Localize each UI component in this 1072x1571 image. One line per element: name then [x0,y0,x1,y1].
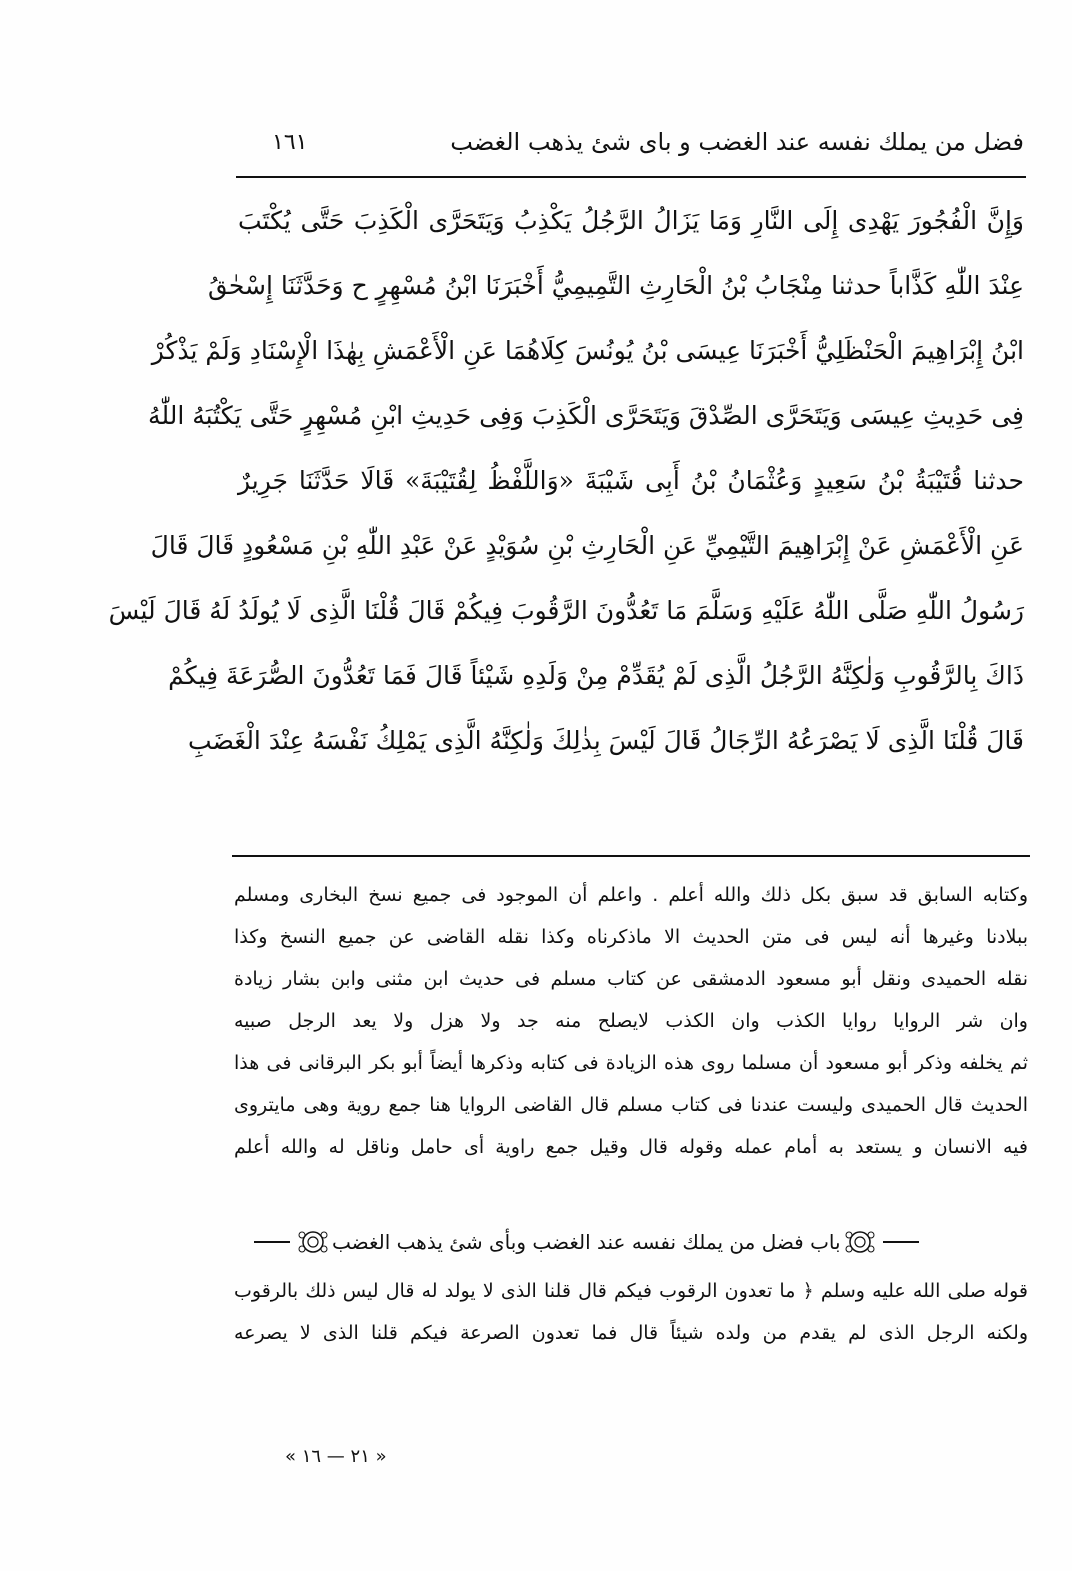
ornament-icon [845,1229,875,1255]
header-rule [236,176,1026,178]
hadith-line: عَنِ الْأَعْمَشِ عَنْ إِبْرَاهِيمَ التَّيْمِيِّ عَنِ الْحَارِثِ بْنِ سُوَيْدٍ عَنْ عَبْدِ اللّٰهِ بْنِ مَسْعُودٍ قَالَ قَالَ [150,531,1024,560]
hadith-line: عِنْدَ اللّٰهِ كَذَّاباً حدثنا مِنْجَابُ بْنُ الْحَارِثِ التَّمِيمِيُّ أَخْبَرَنَا ابْنُ مُسْهِرٍ ح وَحَدَّثَنَا إِسْحٰقُ [208,271,1024,300]
commentary-line: ببلادنا وغيرها أنه ليس فى متن الحديث الا ماذكرناه وكذا نقله القاضى عن جميع النسخ وكذا [234,926,1028,948]
commentary-line: ثم يخلفه وذكر أبو مسعود أن مسلما روى هذه الزيادة فى كتابه وذكرها أيضاً أبو بكر البرقانى فى هذا [234,1052,1028,1074]
heading-dash [254,1241,290,1243]
hadith-line: ابْنُ إِبْرَاهِيمَ الْحَنْظَلِيُّ أَخْبَرَنَا عِيسَى بْنُ يُونُسَ كِلَاهُمَا عَنِ الْأَعْمَشِ بِهٰذَا الْإِسْنَادِ وَلَمْ يَذْكُرْ [151,336,1024,365]
commentary-line: الحديث قال الحميدى وليست عندنا فى كتاب مسلم قال القاضى الروايا هنا جمع روية وهى مايتروى [234,1094,1028,1116]
hadith-line: قَالَ قُلْنَا الَّذِى لَا يَصْرَعُهُ الرِّجَالُ قَالَ لَيْسَ بِذٰلِكَ وَلٰكِنَّهُ الَّذِى يَمْلِكُ نَفْسَهُ عِنْدَ الْغَضَبِ [188,726,1024,755]
chapter-heading [250,1222,1020,1262]
chapter-title: باب فضل من يملك نفسه عند الغضب وبأى شئ يذهب الغضب [332,1230,841,1254]
running-title: فضل من يملك نفسه عند الغضب و باى شئ يذهب الغضب [450,128,1024,156]
hadith-line: فِى حَدِيثِ عِيسَى وَيَتَحَرَّى الصِّدْقَ وَيَتَحَرَّى الْكَذِبَ وَفِى حَدِيثِ ابْنِ مُسْهِرٍ حَتَّى يَكْتُبَهُ اللّٰهُ [148,401,1024,430]
hadith-line: حدثنا قُتَيْبَةُ بْنُ سَعِيدٍ وَعُثْمَانُ بْنُ أَبِى شَيْبَةَ «وَاللَّفْظُ لِقُتَيْبَةَ» قَالَا حَدَّثَنَا جَرِيرٌ [238,466,1024,495]
heading-dash [883,1241,919,1243]
hadith-line: ذَاكَ بِالرَّقُوبِ وَلٰكِنَّهُ الرَّجُلُ الَّذِى لَمْ يُقَدِّمْ مِنْ وَلَدِهِ شَيْئاً قَالَ فَمَا تَعُدُّونَ الصُّرَعَةَ فِيكُمْ [168,661,1024,690]
commentary-line: وان شر الروايا روايا الكذب وان الكذب لايصلح منه جد ولا هزل ولا يعد الرجل صبيه [234,1010,1028,1032]
signature-mark: « ٢١ — ١٦ » [285,1446,387,1467]
commentary-continued [234,1276,1028,1360]
page-number: ١٦١ [272,130,308,155]
hadith-text [108,190,1024,775]
commentary-line: فيه الانسان و يستعد به أمام عمله وقوله قال وقيل جمع راوية أى حامل وناقل له والله أعلم [234,1136,1028,1158]
commentary-line: وكتابه السابق قد سبق بكل ذلك والله أعلم . واعلم أن الموجود فى جميع نسخ البخارى ومسلم [234,884,1028,906]
hadith-line: رَسُولُ اللّٰهِ صَلَّى اللّٰهُ عَلَيْهِ وَسَلَّمَ مَا تَعُدُّونَ الرَّقُوبَ فِيكُمْ قَالَ قُلْنَا الَّذِى لَا يُولَدُ لَهُ قَالَ لَيْسَ [108,596,1024,625]
page-header [236,128,1024,172]
ornament-icon [298,1229,328,1255]
commentary-line: ولكنه الرجل الذى لم يقدم من ولده شيئاً قال فما تعدون الصرعة فيكم قلنا الذى لا يصرعه [234,1322,1028,1344]
commentary-line: نقله الحميدى ونقل أبو مسعود الدمشقى عن كتاب مسلم فى حديث ابن مثنى وابن بشار زيادة [234,968,1028,990]
section-rule [232,855,1030,857]
commentary-text [234,880,1028,1174]
hadith-line: وَإِنَّ الْفُجُورَ يَهْدِى إِلَى النَّارِ وَمَا يَزَالُ الرَّجُلُ يَكْذِبُ وَيَتَحَرَّى الْكَذِبَ حَتَّى يُكْتَبَ [238,206,1024,235]
commentary-line: قوله صلى الله عليه وسلم ﴿ ما تعدون الرقوب فيكم قال قلنا الذى لا يولد له قال ليس ذلك بالرقوب [234,1280,1028,1302]
